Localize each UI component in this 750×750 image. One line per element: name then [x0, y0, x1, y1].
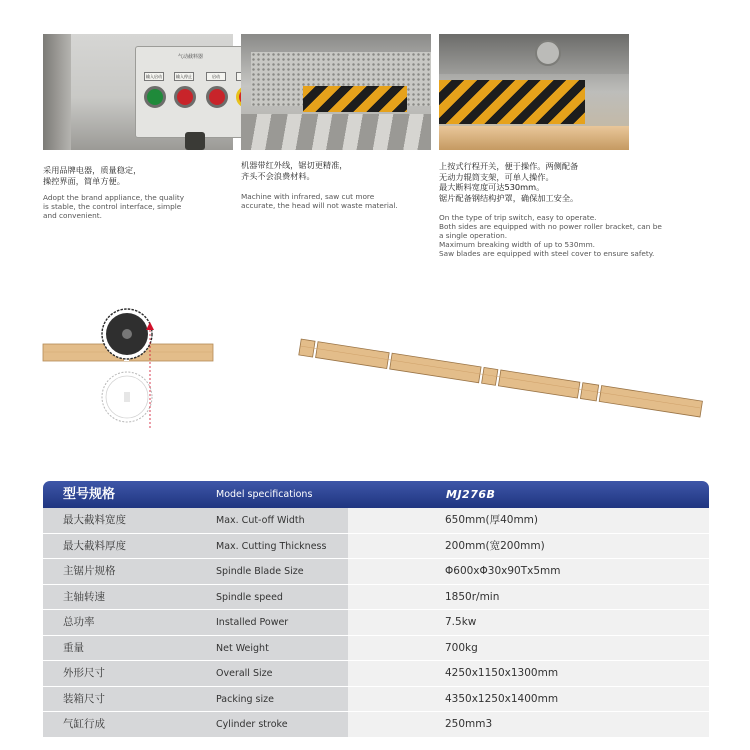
spec-label-cn: 装箱尺寸 — [63, 692, 105, 705]
spec-value: 7.5kw — [445, 616, 477, 628]
hazard-stripes-icon — [439, 80, 585, 124]
infrared-saw-photo — [241, 34, 431, 150]
trip-switch-photo — [439, 34, 629, 150]
table-row — [43, 636, 709, 662]
table-row — [43, 508, 709, 534]
spec-label-cn: 外形尺寸 — [63, 667, 105, 679]
caption-cn-line: 机器带红外线，锯切更精准， — [241, 160, 348, 170]
button-label: 输入停止 — [176, 74, 192, 79]
spec-value: 650mm(厚40mm) — [445, 514, 539, 526]
button-label: 启动 — [206, 72, 226, 81]
saw-blade-icon — [102, 309, 152, 359]
switch-icon — [185, 132, 205, 150]
spec-value: 4250x1150x1300mm — [445, 667, 559, 679]
spec-label-en: Packing size — [216, 693, 274, 705]
caption-en-line: Adopt the brand appliance, the quality — [43, 193, 185, 202]
spec-label-cn: 主锯片规格 — [63, 565, 116, 577]
caption-en-line: Both sides are equipped with no power roller bracket, can be — [439, 222, 662, 231]
saw-cut-diagram — [40, 300, 218, 432]
table-row — [43, 559, 709, 585]
switch-knob-icon — [535, 40, 561, 66]
spec-label-cn: 主轴转速 — [63, 590, 105, 603]
spec-label-cn: 最大截料宽度 — [63, 514, 126, 526]
spec-value: Φ600xΦ30x90Tx5mm — [445, 565, 561, 577]
table-row — [43, 687, 709, 713]
caption-en-line: Saw blades are equipped with steel cover to ensure safety. — [439, 249, 655, 258]
spec-label-en: Max. Cut-off Width — [216, 515, 305, 526]
caption-1 — [43, 165, 184, 220]
table-row — [43, 534, 709, 560]
spec-value: 4350x1250x1400mm — [445, 692, 559, 705]
table-row — [43, 610, 709, 636]
spec-label-en: Net Weight — [216, 642, 269, 654]
spec-label-en: Spindle speed — [216, 591, 283, 603]
retracted-blade-icon — [102, 372, 152, 422]
wood-board — [439, 126, 629, 150]
header-cn: 型号规格 — [63, 487, 116, 502]
caption-en-line: Machine with infrared, saw cut more — [241, 192, 375, 201]
header-model: MJ276B — [446, 488, 496, 501]
spec-table — [43, 481, 709, 738]
header-en: Model specifications — [216, 489, 313, 500]
caption-en-line: Maximum breaking width of up to 530mm. — [439, 240, 596, 249]
caption-cn-line: 采用品牌电器，质量稳定， — [43, 165, 142, 175]
table-row — [43, 661, 709, 687]
table-header — [43, 481, 709, 508]
spec-label-cn: 总功率 — [63, 616, 95, 628]
caption-cn-line: 无动力辊筒支架，可单人操作。 — [439, 171, 554, 182]
caption-cn-line: 锯片配备钢结构护罩，确保加工安全。 — [439, 192, 579, 203]
caption-cn-line: 上按式行程开关，便于操作。两侧配备 — [439, 161, 579, 171]
spec-label-en: Installed Power — [216, 617, 289, 628]
red-button-icon — [206, 86, 228, 108]
spec-label-cn: 重量 — [63, 641, 84, 654]
spec-value: 700kg — [445, 641, 478, 654]
caption-3 — [439, 161, 662, 258]
caption-cn-line: 齐头不会浪费材料。 — [241, 170, 315, 181]
caption-en-line: a single operation. — [439, 231, 508, 240]
caption-2 — [241, 160, 398, 210]
control-panel-photo — [43, 34, 233, 150]
caption-en-line: is stable, the control interface, simple — [43, 202, 182, 211]
hazard-stripes-icon — [303, 86, 407, 112]
red-button-icon — [174, 86, 196, 108]
green-button-icon — [144, 86, 166, 108]
caption-en-line: On the type of trip switch, easy to operate. — [439, 213, 597, 222]
panel-title: 气动截料器 — [178, 54, 204, 60]
spec-value: 1850r/min — [445, 590, 500, 603]
spec-value: 250mm3 — [445, 718, 493, 730]
table-row — [43, 712, 709, 738]
spec-value: 200mm(宽200mm) — [445, 539, 545, 552]
button-label: 输入启动 — [146, 74, 162, 79]
spec-label-en: Overall Size — [216, 668, 273, 679]
caption-cn-line: 最大断料宽度可达530mm。 — [439, 182, 545, 192]
roller-bed — [241, 114, 431, 150]
caption-en-line: accurate, the head will not waste material. — [241, 201, 398, 210]
spec-label-en: Spindle Blade Size — [216, 566, 304, 577]
table-body — [43, 508, 709, 738]
caption-cn-line: 操控界面，简单方便。 — [43, 175, 125, 186]
cut-boards-diagram — [295, 335, 715, 411]
spec-label-en: Cylinder stroke — [216, 719, 288, 730]
table-row — [43, 585, 709, 611]
caption-en-line: and convenient. — [43, 211, 102, 220]
spec-label-cn: 最大截料厚度 — [63, 539, 126, 552]
spec-label-cn: 气缸行成 — [63, 718, 105, 730]
spec-label-en: Max. Cutting Thickness — [216, 540, 327, 552]
